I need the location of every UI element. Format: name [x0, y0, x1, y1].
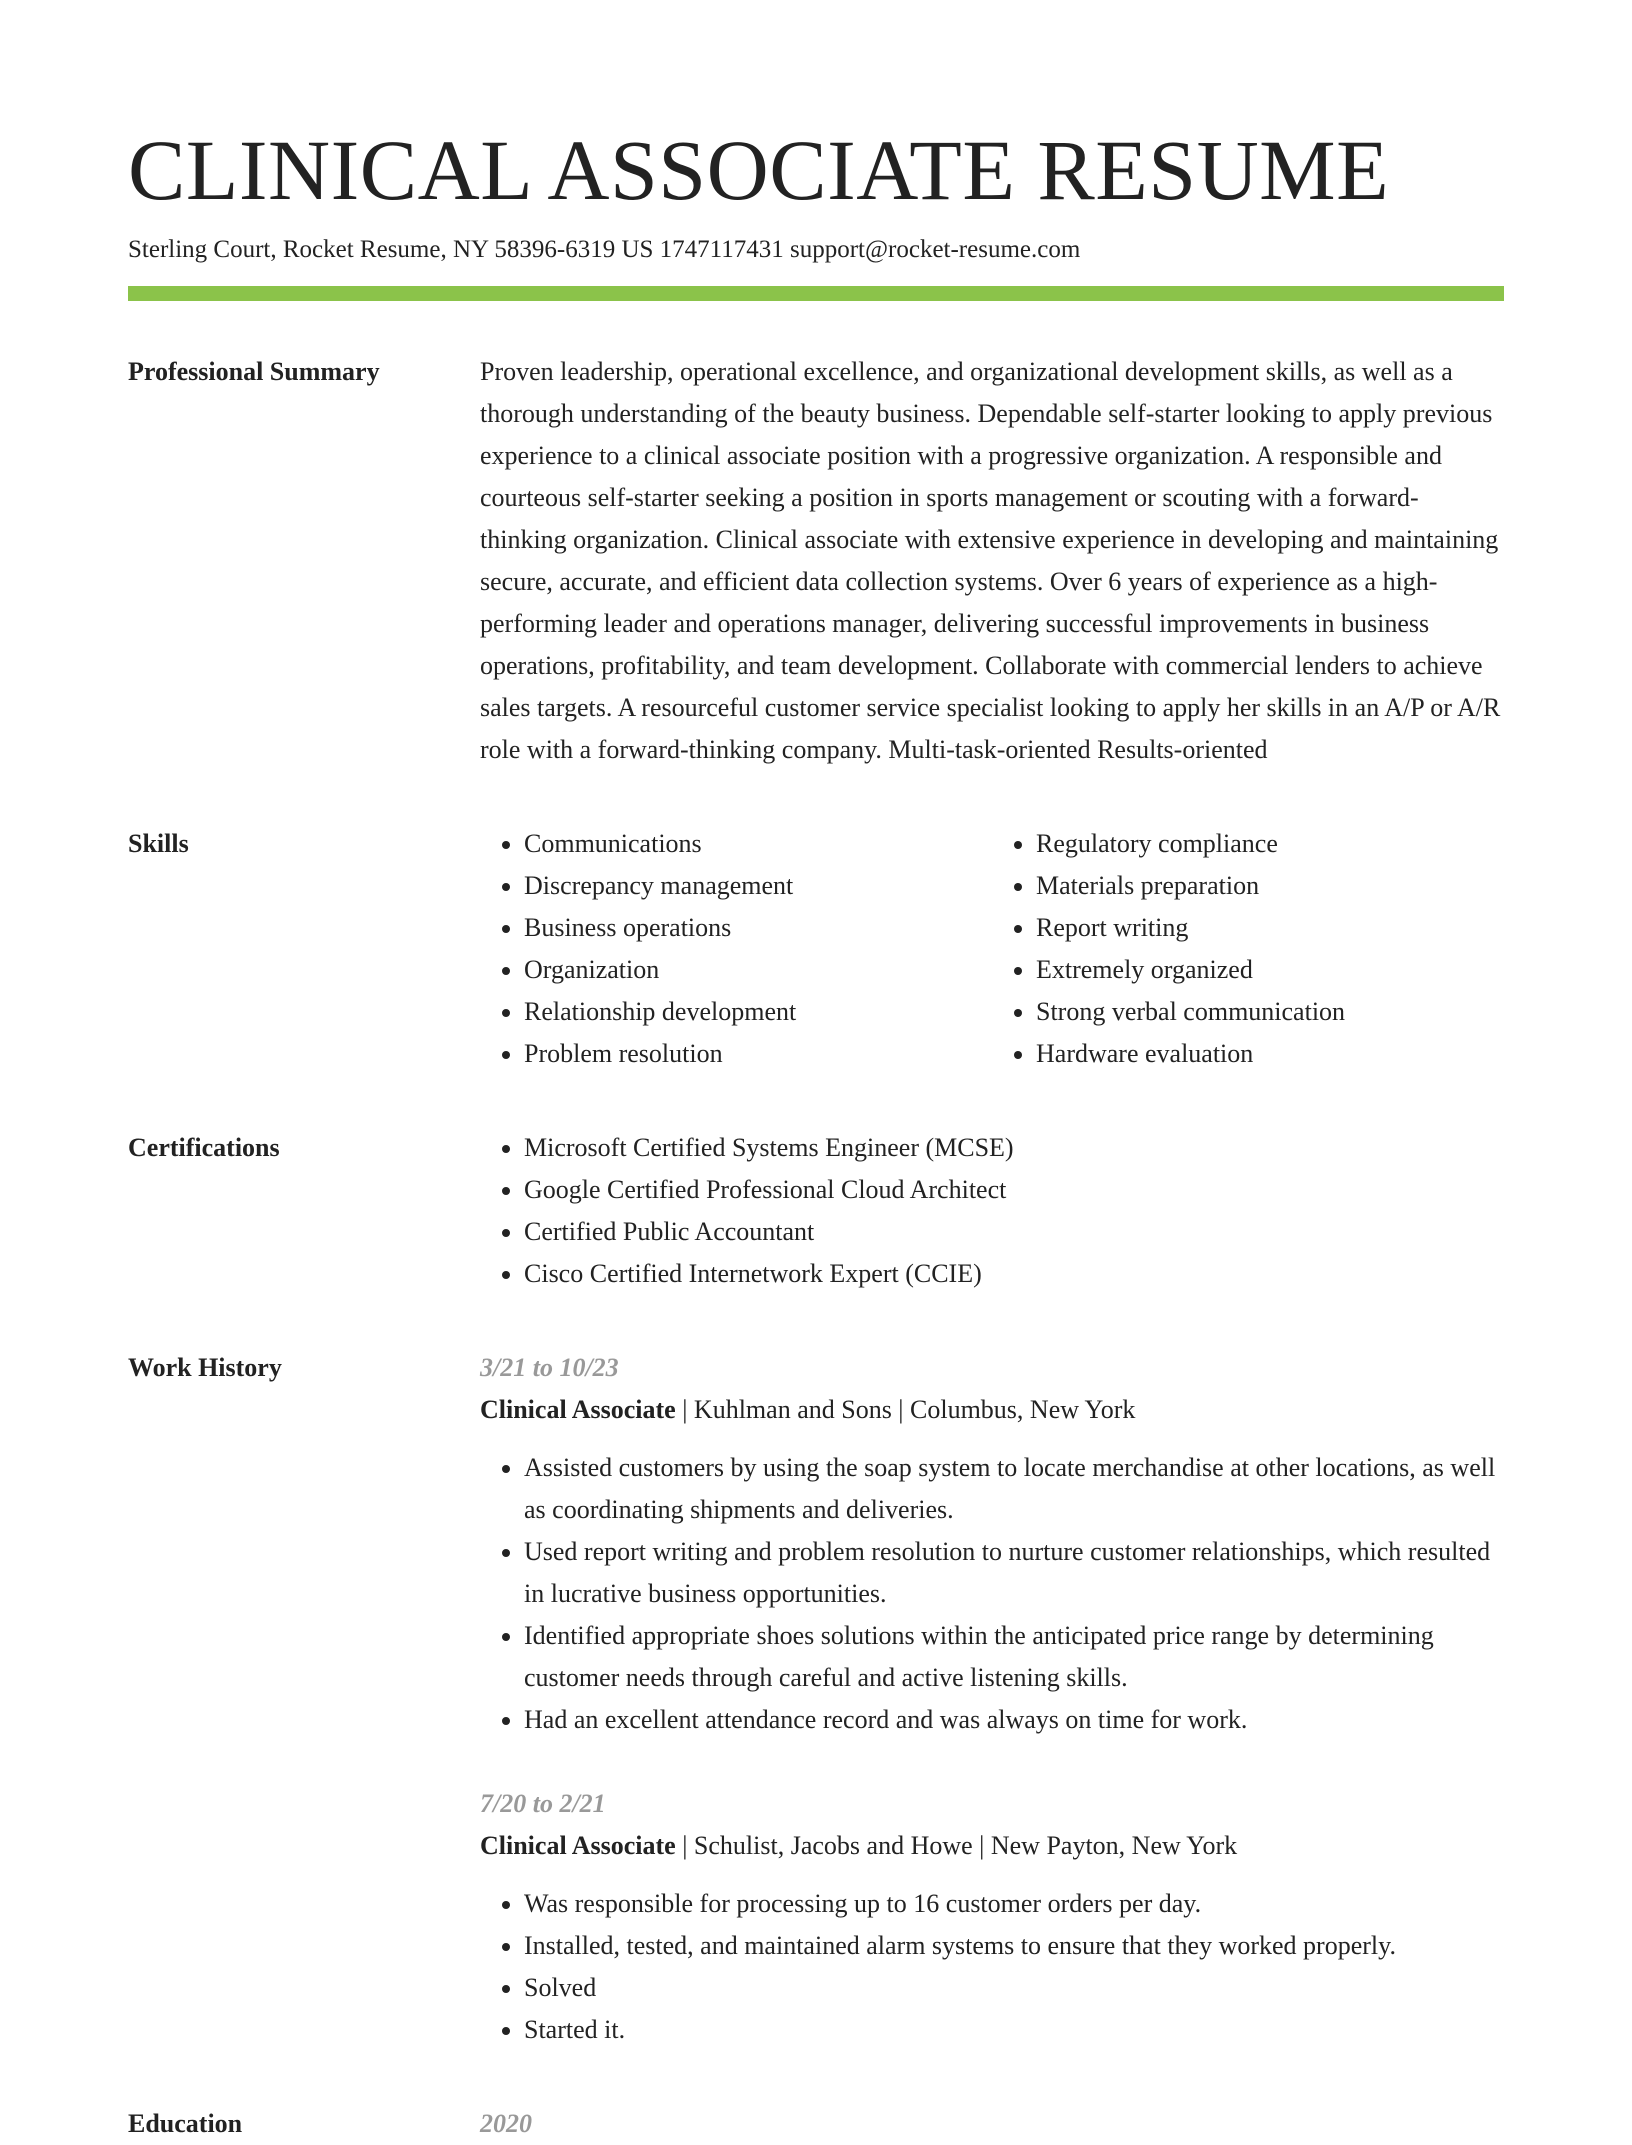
- job-bullet: • Installed, tested, and maintained alarm systems to ensure that they worked properly.: [524, 1925, 1504, 1967]
- job-bullet: • Was responsible for processing up to 16 customer orders per day.: [524, 1883, 1504, 1925]
- job-bullet: • Started it.: [524, 2009, 1504, 2051]
- resume-page: [128, 118, 1504, 2145]
- job-entry: [480, 1783, 1504, 2051]
- skill-item: • Discrepancy management: [524, 865, 948, 907]
- certification-item: • Microsoft Certified Systems Engineer (MCSE): [524, 1127, 1504, 1169]
- contact-info: Sterling Court, Rocket Resume, NY 58396-6319 US 1747117431 support@rocket-resume.com: [128, 236, 1081, 263]
- job-details: | Kuhlman and Sons | Columbus, New York: [675, 1395, 1136, 1424]
- section-label: Education: [128, 2109, 243, 2138]
- education-date: 2020: [480, 2109, 532, 2138]
- certifications-section: [128, 1127, 1504, 1295]
- job-date: 3/21 to 10/23: [480, 1353, 619, 1382]
- professional-summary-section: [128, 351, 1504, 771]
- skill-item: • Extremely organized: [1036, 949, 1460, 991]
- job-date: 7/20 to 2/21: [480, 1789, 606, 1818]
- skill-item: • Strong verbal communication: [1036, 991, 1460, 1033]
- skills-section: [128, 823, 1504, 1075]
- job-bullet: • Had an excellent attendance record and was always on time for work.: [524, 1699, 1504, 1741]
- job-bullet: • Used report writing and problem resolution to nurture customer relationships, which resulted in lucrative business opportunities.: [524, 1531, 1504, 1615]
- skill-item: • Materials preparation: [1036, 865, 1460, 907]
- job-bullet: • Solved: [524, 1967, 1504, 2009]
- job-bullets: [480, 1883, 1504, 2051]
- job-title-line: [480, 1389, 1504, 1431]
- summary-text: Proven leadership, operational excellence, and organizational development skills, as well as a thorough understanding of the beauty business. Dependable self-starter looking to apply previous experience to a clinical associate position with a progressive organization. A responsible and courteous self-starter seeking a position in sports management or scouting with a forward-thinking organization. Clinical associate with extensive experience in developing and maintaining secure, accurate, and efficient data collection systems. Over 6 years of experience as a high-performing leader and operations manager, delivering successful improvements in business operations, profitability, and team development. Collaborate with commercial lenders to achieve sales targets. A resourceful customer service specialist looking to apply her skills in an A/P or A/R role with a forward-thinking company. Multi-task-oriented Results-oriented: [480, 357, 1501, 764]
- certifications-list: [480, 1127, 1504, 1295]
- certification-item: • Certified Public Accountant: [524, 1211, 1504, 1253]
- skills-list-left: [480, 823, 948, 1075]
- skill-item: • Report writing: [1036, 907, 1460, 949]
- skill-item: • Organization: [524, 949, 948, 991]
- work-history-section: [128, 1347, 1504, 2051]
- section-label: Skills: [128, 829, 189, 858]
- skills-list-right: [992, 823, 1460, 1075]
- education-section: [128, 2103, 1504, 2145]
- job-bullet: • Assisted customers by using the soap system to locate merchandise at other locations, as well as coordinating shipments and deliveries.: [524, 1447, 1504, 1531]
- skill-item: • Relationship development: [524, 991, 948, 1033]
- job-bullet: • Identified appropriate shoes solutions within the anticipated price range by determining customer needs through careful and active listening skills.: [524, 1615, 1504, 1699]
- job-bullets: [480, 1447, 1504, 1741]
- skill-item: • Hardware evaluation: [1036, 1033, 1460, 1075]
- section-label: Certifications: [128, 1133, 280, 1162]
- skill-item: • Business operations: [524, 907, 948, 949]
- job-entry: [480, 1347, 1504, 1741]
- section-label: Work History: [128, 1353, 282, 1382]
- job-role: Clinical Associate: [480, 1395, 676, 1424]
- certification-item: • Cisco Certified Internetwork Expert (CCIE): [524, 1253, 1504, 1295]
- job-title-line: [480, 1825, 1504, 1867]
- header-divider: [128, 286, 1504, 301]
- certification-item: • Google Certified Professional Cloud Architect: [524, 1169, 1504, 1211]
- job-role: Clinical Associate: [480, 1831, 676, 1860]
- skill-item: • Problem resolution: [524, 1033, 948, 1075]
- section-label: Professional Summary: [128, 357, 380, 386]
- skill-item: • Communications: [524, 823, 948, 865]
- resume-title: CLINICAL ASSOCIATE RESUME: [128, 122, 1390, 218]
- skill-item: • Regulatory compliance: [1036, 823, 1460, 865]
- job-details: | Schulist, Jacobs and Howe | New Payton, New York: [675, 1831, 1238, 1860]
